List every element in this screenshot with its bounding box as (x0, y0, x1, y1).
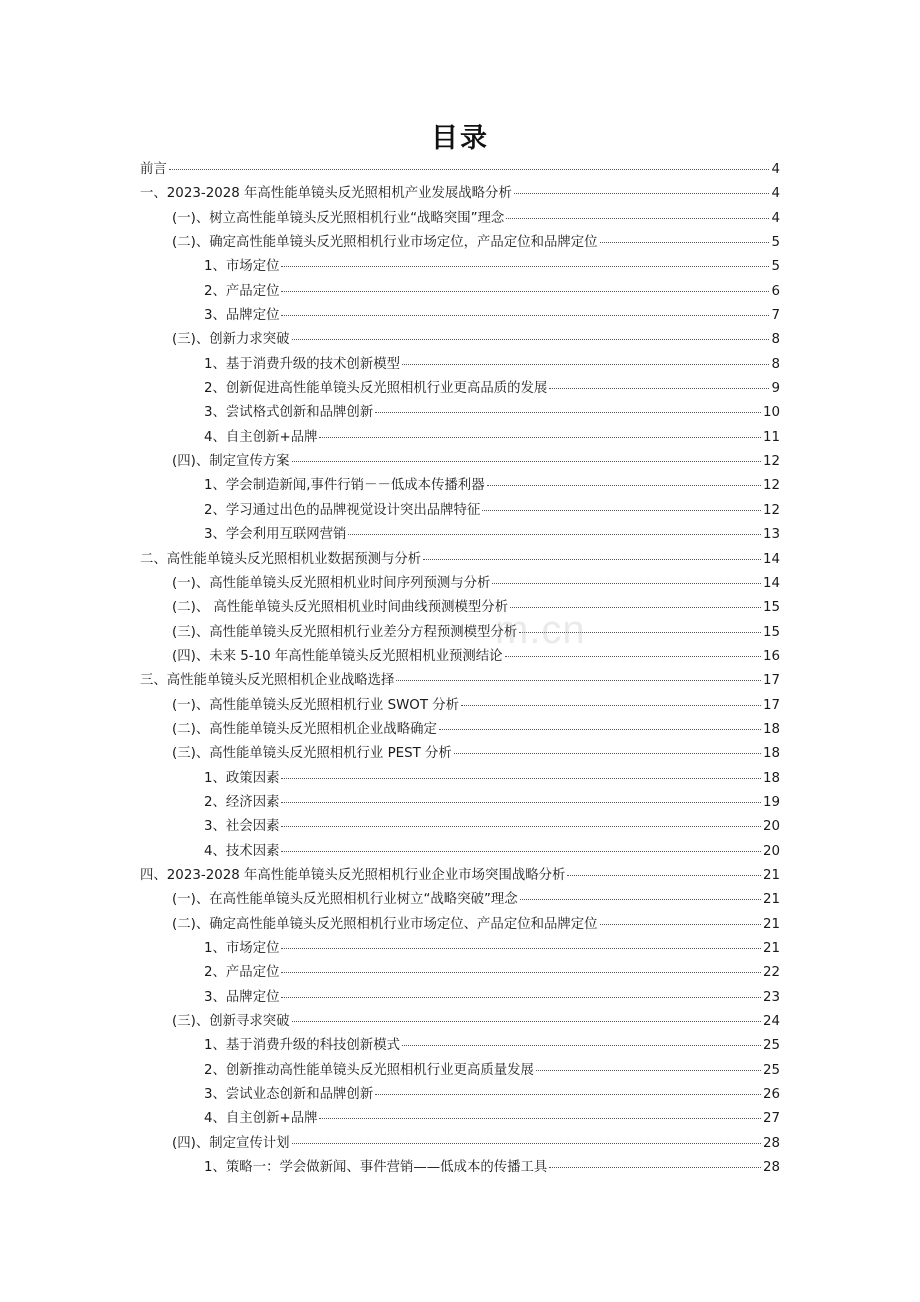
toc-entry[interactable] (140, 986, 780, 1010)
toc-entry[interactable] (140, 694, 780, 718)
toc-entry-text: 前言 (140, 162, 167, 177)
toc-entry[interactable] (140, 742, 780, 766)
toc-page-number: 25 (762, 1038, 780, 1054)
toc-entry[interactable] (140, 645, 780, 669)
toc-dot-leader (454, 752, 761, 754)
toc-entry[interactable] (140, 961, 780, 985)
toc-dot-leader (281, 825, 760, 827)
toc-entry-text: 2、产品定位 (204, 965, 280, 981)
toc-page-number: 14 (762, 575, 780, 591)
watermark: m.cn (495, 608, 586, 652)
toc-dot-leader (482, 509, 761, 511)
toc-entry[interactable] (140, 840, 780, 864)
toc-list (140, 158, 780, 1180)
toc-entry[interactable] (140, 913, 780, 937)
toc-dot-leader (292, 460, 761, 462)
toc-entry[interactable] (140, 937, 780, 961)
toc-entry[interactable] (140, 572, 780, 596)
toc-entry-text: 2、经济因素 (204, 794, 280, 810)
toc-page-number: 17 (762, 673, 780, 689)
toc-entry[interactable] (140, 767, 780, 791)
toc-entry-text: 3、学会利用互联网营销 (204, 527, 347, 543)
toc-page-number: 12 (762, 502, 780, 518)
toc-entry-text: 3、尝试格式创新和品牌创新 (204, 405, 374, 421)
toc-entry-text: (三)、高性能单镜头反光照相机行业差分方程预测模型分析 (172, 624, 518, 640)
toc-dot-leader (439, 728, 761, 730)
toc-page-number: 24 (762, 1014, 780, 1030)
toc-dot-leader (536, 1069, 761, 1071)
toc-dot-leader (520, 898, 761, 900)
toc-entry-text: 3、品牌定位 (204, 308, 280, 324)
toc-page-number: 6 (771, 283, 780, 299)
toc-entry-text: (二)、高性能单镜头反光照相机企业战略确定 (172, 721, 437, 737)
toc-page-number: 9 (771, 381, 780, 397)
toc-dot-leader (281, 265, 769, 267)
toc-entry-text: (二)、确定高性能单镜头反光照相机行业市场定位、产品定位和品牌定位 (172, 916, 598, 932)
toc-page-number: 4 (771, 162, 780, 177)
toc-dot-leader (292, 1020, 761, 1022)
toc-title: 目录 (431, 123, 489, 154)
toc-entry[interactable] (140, 718, 780, 742)
toc-entry-text: (三)、高性能单镜头反光照相机行业 PEST 分析 (172, 746, 452, 762)
toc-entry[interactable] (140, 1156, 780, 1180)
toc-entry-text: (一)、高性能单镜头反光照相机业时间序列预测与分析 (172, 575, 491, 591)
toc-dot-leader (402, 1044, 761, 1046)
toc-dot-leader (423, 558, 761, 560)
toc-dot-leader (487, 484, 761, 486)
toc-entry[interactable] (140, 377, 780, 401)
toc-entry-text: (四)、未来 5-10 年高性能单镜头反光照相机业预测结论 (172, 648, 503, 664)
toc-dot-leader (169, 168, 770, 170)
toc-entry[interactable] (140, 450, 780, 474)
toc-page-number: 7 (771, 308, 780, 324)
toc-page-number: 25 (762, 1062, 780, 1078)
toc-dot-leader (348, 533, 761, 535)
toc-entry[interactable] (140, 231, 780, 255)
toc-page-number: 28 (762, 1135, 780, 1151)
toc-page-number: 18 (762, 721, 780, 737)
toc-entry-text: 4、自主创新+品牌 (204, 429, 318, 445)
toc-page-number: 28 (762, 1160, 780, 1176)
toc-entry[interactable] (140, 669, 780, 693)
toc-entry-text: (三)、创新寻求突破 (172, 1014, 290, 1030)
toc-entry-text: (二)、确定高性能单镜头反光照相机行业市场定位，产品定位和品牌定位 (172, 235, 598, 251)
toc-dot-leader (281, 971, 760, 973)
toc-page-number: 15 (762, 624, 780, 640)
toc-page-number: 21 (762, 941, 780, 956)
toc-page-number: 4 (771, 210, 780, 226)
toc-entry-text: 四、2023-2028 年高性能单镜头反光照相机行业企业市场突围战略分析 (140, 867, 566, 883)
toc-entry[interactable] (140, 596, 780, 620)
toc-entry[interactable] (140, 523, 780, 547)
toc-entry[interactable] (140, 255, 780, 279)
toc-entry-text: 1、市场定位 (204, 259, 280, 275)
toc-dot-leader (292, 1142, 761, 1144)
toc-entry-text: 2、产品定位 (204, 283, 280, 299)
toc-page-number: 20 (762, 843, 780, 859)
toc-entry-text: 1、政策因素 (204, 770, 280, 786)
toc-page-number: 4 (771, 186, 780, 202)
toc-entry-text: 4、自主创新+品牌 (204, 1111, 318, 1127)
toc-dot-leader (492, 582, 761, 584)
toc-page-number: 18 (762, 770, 780, 786)
toc-entry[interactable] (140, 499, 780, 523)
toc-entry[interactable] (140, 1132, 780, 1156)
toc-dot-leader (375, 411, 761, 413)
toc-dot-leader (402, 363, 769, 365)
toc-dot-leader (281, 290, 769, 292)
toc-page-number: 21 (762, 892, 780, 908)
toc-page-number: 27 (762, 1111, 780, 1127)
toc-entry-text: 2、创新促进高性能单镜头反光照相机行业更高品质的发展 (204, 381, 548, 397)
toc-dot-leader (506, 217, 769, 219)
toc-entry[interactable] (140, 1010, 780, 1034)
toc-entry-text: 二、高性能单镜头反光照相机业数据预测与分析 (140, 551, 422, 567)
toc-page-number: 14 (762, 551, 780, 567)
toc-page-number: 16 (762, 648, 780, 664)
toc-dot-leader (567, 874, 761, 876)
toc-dot-leader (281, 801, 760, 803)
toc-page-number: 22 (762, 965, 780, 981)
toc-entry-text: (一)、在高性能单镜头反光照相机行业树立“战略突破”理念 (172, 892, 518, 908)
toc-entry-text: 1、策略一：学会做新闻、事件营销——低成本的传播工具 (204, 1160, 548, 1176)
toc-dot-leader (396, 679, 761, 681)
toc-dot-leader (510, 606, 761, 608)
toc-entry[interactable] (140, 304, 780, 328)
toc-entry[interactable] (140, 815, 780, 839)
toc-entry[interactable] (140, 1059, 780, 1083)
toc-dot-leader (281, 947, 760, 949)
toc-dot-leader (319, 436, 760, 438)
toc-entry[interactable] (140, 474, 780, 498)
toc-entry-text: (二)、 高性能单镜头反光照相机业时间曲线预测模型分析 (172, 600, 509, 616)
toc-dot-leader (281, 777, 760, 779)
toc-dot-leader (292, 338, 770, 340)
toc-page-number: 5 (771, 235, 780, 251)
toc-entry[interactable] (140, 621, 780, 645)
toc-entry[interactable] (140, 426, 780, 450)
toc-dot-leader (600, 923, 761, 925)
toc-entry[interactable] (140, 280, 780, 304)
toc-page-number: 8 (771, 356, 780, 372)
toc-entry[interactable] (140, 1083, 780, 1107)
toc-entry[interactable] (140, 328, 780, 352)
toc-page-number: 17 (762, 697, 780, 713)
toc-page-number: 12 (762, 454, 780, 470)
toc-entry[interactable] (140, 182, 780, 206)
toc-page-number: 8 (771, 332, 780, 348)
toc-entry-text: 一、2023-2028 年高性能单镜头反光照相机产业发展战略分析 (140, 186, 512, 202)
toc-entry[interactable] (140, 548, 780, 572)
toc-dot-leader (281, 314, 769, 316)
toc-entry[interactable] (140, 353, 780, 377)
toc-entry-text: 3、尝试业态创新和品牌创新 (204, 1087, 374, 1103)
toc-entry[interactable] (140, 158, 780, 182)
toc-entry-text: 三、高性能单镜头反光照相机企业战略选择 (140, 673, 395, 689)
toc-entry-text: 2、创新推动高性能单镜头反光照相机行业更高质量发展 (204, 1062, 534, 1078)
toc-dot-leader (549, 1166, 761, 1168)
toc-dot-leader (281, 850, 760, 852)
toc-page-number: 12 (762, 478, 780, 494)
toc-page-number: 23 (762, 989, 780, 1005)
toc-dot-leader (281, 996, 760, 998)
toc-page-number: 20 (762, 819, 780, 835)
toc-dot-leader (519, 631, 761, 633)
toc-dot-leader (375, 1093, 761, 1095)
toc-entry-text: 3、社会因素 (204, 819, 280, 835)
toc-page-number: 13 (762, 527, 780, 543)
toc-entry[interactable] (140, 888, 780, 912)
toc-entry-text: 3、品牌定位 (204, 989, 280, 1005)
toc-page-number: 19 (762, 794, 780, 810)
toc-page-number: 10 (762, 405, 780, 421)
toc-entry-text: (四)、制定宣传计划 (172, 1135, 290, 1151)
toc-dot-leader (319, 1117, 760, 1119)
toc-entry[interactable] (140, 401, 780, 425)
toc-page-number: 15 (762, 600, 780, 616)
toc-entry[interactable] (140, 1034, 780, 1058)
toc-entry-text: 1、学会制造新闻,事件行销－－低成本传播利器 (204, 478, 485, 494)
toc-dot-leader (505, 655, 761, 657)
toc-page-number: 18 (762, 746, 780, 762)
toc-page-number: 21 (762, 867, 780, 883)
toc-dot-leader (514, 192, 770, 194)
toc-entry-text: 2、学习通过出色的品牌视觉设计突出品牌特征 (204, 502, 481, 518)
toc-page-number: 26 (762, 1087, 780, 1103)
toc-dot-leader (461, 704, 761, 706)
toc-entry-text: (一)、树立高性能单镜头反光照相机行业“战略突围”理念 (172, 210, 505, 226)
toc-page-number: 5 (771, 259, 780, 275)
toc-page-number: 21 (762, 916, 780, 932)
toc-entry-text: (一)、高性能单镜头反光照相机行业 SWOT 分析 (172, 697, 460, 713)
toc-dot-leader (549, 387, 769, 389)
toc-entry[interactable] (140, 864, 780, 888)
toc-entry-text: 1、市场定位 (204, 941, 280, 956)
toc-entry-text: (四)、制定宣传方案 (172, 454, 290, 470)
toc-entry[interactable] (140, 791, 780, 815)
toc-entry-text: (三)、创新力求突破 (172, 332, 290, 348)
toc-entry-text: 1、基于消费升级的技术创新模型 (204, 356, 400, 372)
toc-dot-leader (600, 241, 770, 243)
toc-entry[interactable] (140, 1107, 780, 1131)
toc-entry-text: 1、基于消费升级的科技创新模式 (204, 1038, 400, 1054)
toc-entry[interactable] (140, 207, 780, 231)
toc-entry-text: 4、技术因素 (204, 843, 280, 859)
toc-page-number: 11 (762, 429, 780, 445)
